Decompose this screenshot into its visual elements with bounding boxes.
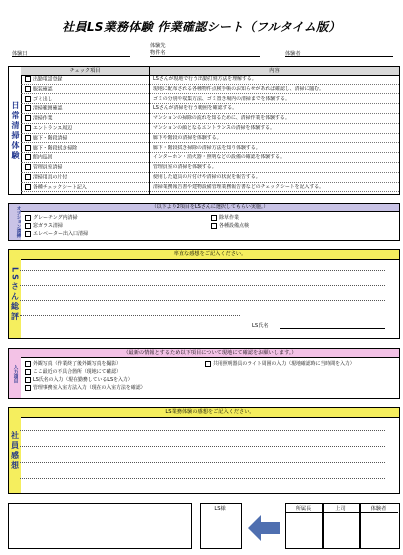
check-content: 清掃業務報告書や建物設備管理業務報告書などのチェックシートを記入する。 [153, 183, 325, 190]
check-content: 廊下・階段拭き掃除の清掃方法を知り体験する。 [153, 144, 261, 151]
staff-line[interactable] [20, 430, 385, 431]
check-content: 使用した道具の片付けや清掃の状況を報告する。 [153, 174, 261, 180]
checkbox-icon[interactable] [25, 86, 31, 92]
check-row[interactable] [21, 125, 399, 134]
staff-impression-section [8, 407, 400, 494]
checkbox-icon[interactable] [25, 223, 31, 229]
content-column-header: 内容 [150, 67, 399, 76]
page-title: 社員LS業務体験 作業確認シート（フルタイム版） [62, 20, 341, 34]
ls-review-section [8, 249, 400, 339]
input-side-label: 入力項目 [9, 349, 21, 398]
option-item[interactable]: 窓ガラス清掃 [25, 222, 63, 229]
checkbox-icon[interactable] [25, 145, 31, 151]
checkbox-icon[interactable] [25, 76, 31, 82]
checkbox-icon[interactable] [25, 215, 31, 221]
check-content: LSさんが現地で行う出勤打刻方法を理解する。 [153, 76, 257, 82]
input-item[interactable]: 管理事務室入室方法入力（現在の入室方法を確認） [25, 384, 146, 391]
date-field[interactable] [12, 56, 130, 57]
staff-line[interactable] [20, 446, 385, 447]
date-label: 体験日 [12, 51, 28, 57]
ls-name-label: LS氏名 [252, 323, 269, 329]
ls-review-line[interactable] [20, 315, 240, 316]
staff-line[interactable] [20, 462, 385, 463]
check-row[interactable] [21, 154, 399, 163]
input-item[interactable]: 外観写真（作業終了後外観写真を撮影） [25, 360, 121, 367]
input-items-section [8, 348, 400, 399]
blank-box [8, 503, 192, 549]
option-item[interactable]: グレーチング内清掃 [25, 214, 78, 221]
ls-review-line[interactable] [20, 270, 385, 271]
checkbox-icon[interactable] [211, 223, 217, 229]
checkbox-icon[interactable] [25, 377, 31, 383]
check-column-header: チェック項目 [21, 67, 149, 76]
check-content: マンションの掃除の流れを知るために、清掃作業を体験する。 [153, 115, 290, 122]
checkbox-icon[interactable] [25, 361, 31, 367]
check-content: インターホン・消火器・照明などの設備の確認を体験する。 [153, 154, 285, 161]
check-item: 館内巡回 [25, 154, 145, 162]
ls-name-field[interactable] [280, 328, 385, 329]
option-section [8, 203, 400, 241]
ls-review-side-label: LSさん総評 [9, 250, 21, 338]
checkbox-icon[interactable] [25, 115, 31, 121]
check-content: ゴミの分別や収集方法、ゴミ置き場内の清掃までを体験する。 [153, 95, 290, 102]
checkbox-icon[interactable] [25, 154, 31, 160]
check-row[interactable] [21, 174, 399, 183]
option-header: （以下より2項目をLSさんに選択してもらい実施。） [21, 204, 399, 212]
ls-review-header: 率直な感想をご記入ください。 [21, 250, 399, 260]
check-row[interactable] [21, 76, 399, 85]
daily-cleaning-section [8, 66, 400, 195]
checkbox-icon[interactable] [25, 125, 31, 131]
manager-stamp-label: 所属長 [295, 506, 312, 512]
checkbox-icon[interactable] [25, 135, 31, 141]
check-item: 管理員室清掃 [25, 164, 145, 172]
check-item: 服装確認 [25, 86, 145, 94]
option-side-label: オプション清掃 [9, 204, 21, 240]
check-row[interactable] [21, 86, 399, 95]
checkbox-icon[interactable] [25, 369, 31, 375]
ls-review-line[interactable] [20, 300, 385, 301]
check-item: ゴミ出し [25, 96, 145, 104]
check-row[interactable] [21, 105, 399, 114]
check-item: 廊下・階段拭き掃除 [25, 145, 145, 153]
checkbox-icon[interactable] [25, 164, 31, 170]
input-item[interactable]: ここ最近の不具合箇所（現地にて確認） [25, 368, 121, 375]
site-label-1: 体験先 [150, 43, 166, 49]
arrow-left-icon [248, 515, 280, 541]
check-row[interactable] [21, 164, 399, 173]
check-item: 清掃範囲確認 [25, 105, 145, 113]
checkbox-icon[interactable] [25, 96, 31, 102]
check-content: 現地に配布される各種物件点検手帳のお知らせがあれば確認し、清掃に臨む。 [153, 85, 325, 92]
input-header: （最新の情報とするため以下項目について現地にて確認をお願いします。） [21, 349, 399, 358]
checkbox-icon[interactable] [25, 174, 31, 180]
staff-line[interactable] [20, 478, 385, 479]
check-content: 管理員室の清掃を体験する。 [153, 164, 217, 171]
staff-header: LS業務体験の感想をご記入ください。 [21, 408, 399, 418]
input-item[interactable]: LS氏名の入力（現在勤務しているLSを入力） [25, 376, 133, 383]
check-row[interactable] [21, 135, 399, 144]
checkbox-icon[interactable] [25, 184, 31, 190]
site-field[interactable] [150, 56, 260, 57]
check-item: 各種チェックシート記入 [25, 184, 145, 192]
check-content: マンションの顔となるエントランスの清掃を体験する。 [153, 125, 275, 131]
supervisor-stamp-label: 上司 [335, 506, 346, 512]
checkbox-icon[interactable] [211, 215, 217, 221]
ls-stamp-label: LS様 [214, 506, 226, 512]
check-item: 出勤電話登録 [25, 76, 145, 84]
site-label-2: 物件名 [150, 50, 166, 56]
person-field[interactable] [285, 56, 393, 57]
checkbox-icon[interactable] [25, 231, 31, 237]
option-item[interactable]: 各種設備点検 [211, 222, 249, 229]
check-row[interactable] [21, 145, 399, 154]
check-content: LSさんが清掃を行う範囲を確認する。 [153, 105, 238, 112]
staff-side-label: 社員感想 [9, 408, 21, 493]
checkbox-icon[interactable] [205, 361, 211, 367]
option-item[interactable]: 除草作業 [211, 214, 239, 221]
participant-stamp-label: 体験者 [370, 506, 387, 512]
option-item[interactable]: エレベーター出入口清掃 [25, 230, 88, 237]
checkbox-icon[interactable] [25, 385, 31, 391]
check-item: 清掃作業 [25, 115, 145, 123]
check-row[interactable] [21, 96, 399, 105]
check-item: エントランス周辺 [25, 125, 145, 133]
ls-review-line[interactable] [20, 285, 385, 286]
check-row[interactable] [21, 115, 399, 124]
check-item: 清掃用具の片付 [25, 174, 145, 182]
daily-side-label: 日常清掃体験 [11, 100, 20, 161]
input-item[interactable]: 共用照明器具のライト周囲の入力（現地確認時に当時間を入力） [205, 360, 355, 367]
check-content: 廊下や階段の清掃を体験する。 [153, 134, 222, 141]
check-row[interactable] [21, 184, 399, 193]
checkbox-icon[interactable] [25, 105, 31, 111]
person-label: 体験者 [285, 51, 301, 57]
check-item: 廊下・階段清掃 [25, 135, 145, 143]
